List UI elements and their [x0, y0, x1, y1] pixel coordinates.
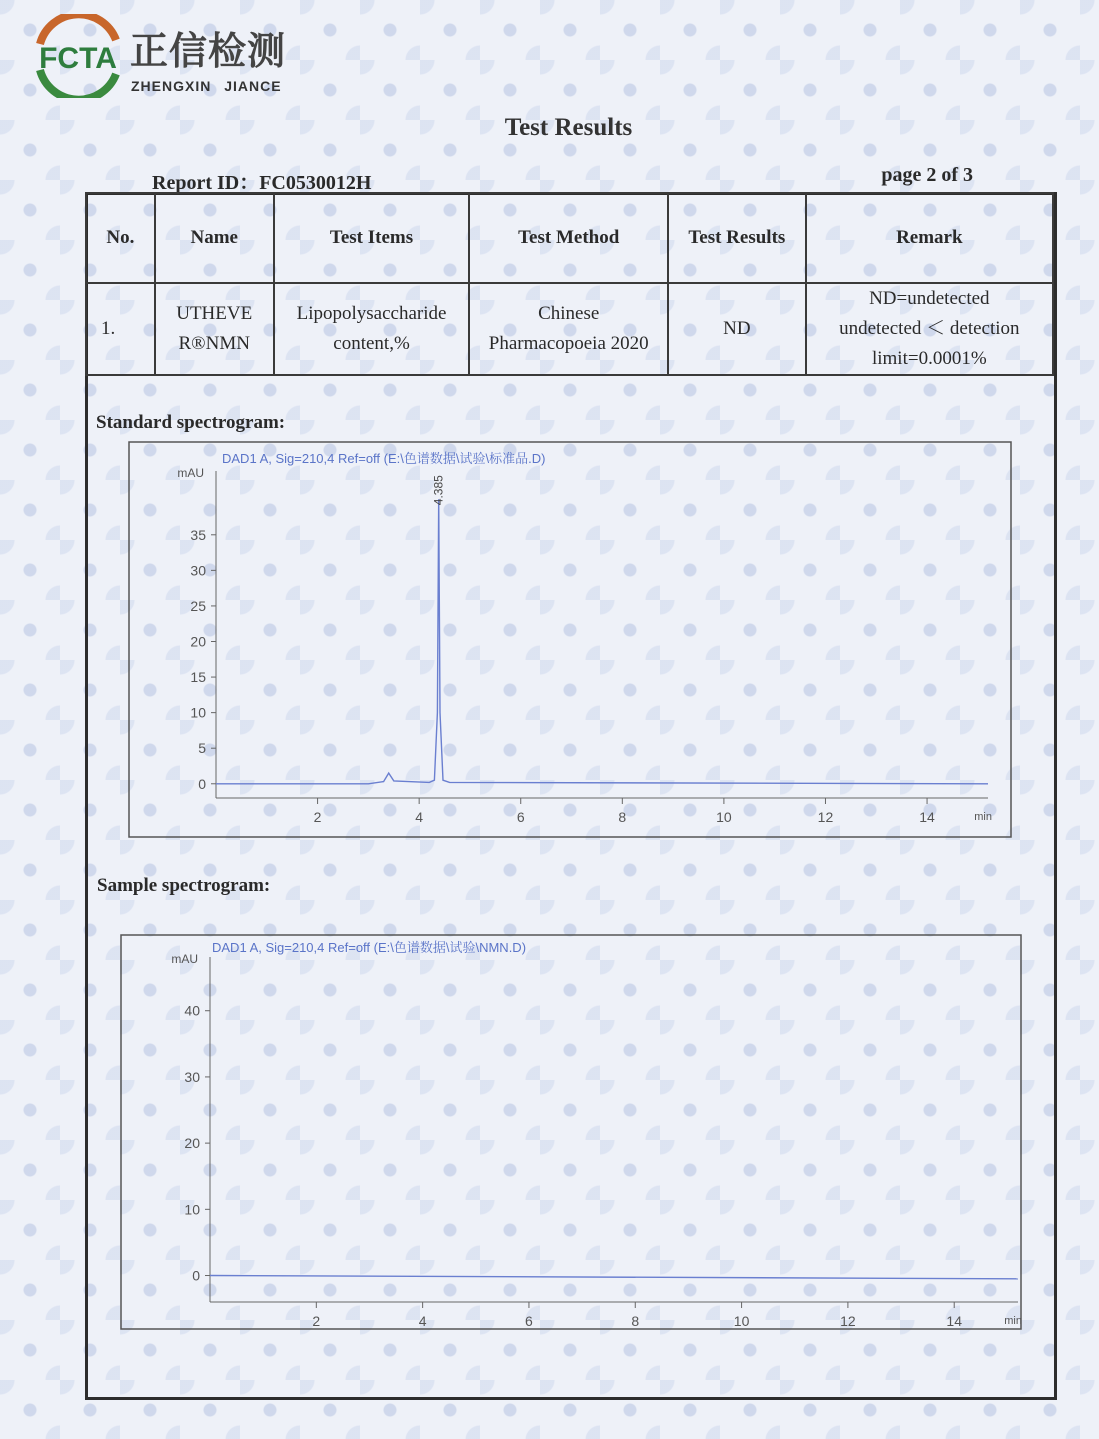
sample-chart-svg — [120, 934, 1022, 1330]
y-tick-label: 30 — [184, 1068, 200, 1085]
series-line-signal — [210, 1276, 1018, 1279]
sample-spectrogram — [120, 934, 1022, 1330]
x-axis-label: min — [1004, 1315, 1022, 1327]
x-tick-label: 6 — [516, 809, 525, 825]
report-id-label: Report ID： — [152, 172, 260, 194]
y-tick-label: 35 — [190, 526, 206, 543]
header-no: No. — [86, 193, 155, 283]
x-tick-label: 10 — [716, 809, 732, 825]
header-test-method: Test Method — [469, 193, 668, 283]
cell-remark-line: limit=0.0001% — [871, 348, 987, 369]
x-tick-label: 14 — [919, 809, 935, 825]
y-axis-label: mAU — [177, 466, 204, 480]
y-tick-label: 10 — [190, 704, 206, 721]
x-tick-label: 10 — [733, 1313, 750, 1329]
cell-test-item-line: Lipopolysaccharide — [296, 303, 447, 324]
cell-name-line: R®NMN — [178, 333, 250, 354]
logo-name-cn: 正信检测 — [130, 29, 287, 73]
table-row — [86, 283, 1053, 375]
cell-test-result: ND — [668, 283, 806, 375]
results-table — [85, 192, 1054, 376]
x-tick-label: 2 — [313, 809, 322, 825]
header-remark: Remark — [806, 193, 1053, 283]
chart-frame — [129, 442, 1011, 837]
standard-spectrogram-label: Standard spectrogram: — [96, 412, 286, 433]
cell-test-method — [469, 283, 668, 375]
y-tick-label: 30 — [190, 562, 206, 579]
y-tick-label: 40 — [184, 1002, 200, 1019]
x-tick-label: 4 — [418, 1313, 427, 1329]
cell-test-method-line: Pharmacopoeia 2020 — [488, 333, 649, 354]
standard-spectrogram — [128, 441, 1012, 838]
x-axis-label: min — [974, 811, 992, 823]
report-id-value: FC0530012H — [259, 172, 372, 194]
header-test-items: Test Items — [274, 193, 470, 283]
cell-remark-line: ND=undetected — [869, 288, 990, 309]
cell-no: 1. — [86, 283, 155, 375]
y-axis-label: mAU — [171, 952, 198, 966]
standard-chart-svg — [128, 441, 1012, 838]
report-id — [152, 166, 371, 195]
cell-name-line: UTHEVE — [176, 303, 253, 324]
x-tick-label: 6 — [525, 1313, 533, 1329]
cell-name — [155, 283, 274, 375]
logo-acronym: FCTA — [39, 42, 117, 75]
y-tick-label: 0 — [198, 775, 206, 792]
x-tick-label: 8 — [618, 809, 627, 825]
cell-test-item — [274, 283, 470, 375]
cell-remark-line: undetected ＜ detection — [839, 318, 1020, 339]
y-tick-label: 10 — [184, 1201, 200, 1218]
x-tick-label: 2 — [312, 1313, 321, 1329]
peak-label: 4.385 — [431, 475, 446, 506]
y-tick-label: 20 — [190, 633, 206, 650]
series-line-signal — [216, 499, 988, 784]
header-name: Name — [155, 193, 274, 283]
fcta-logo-icon — [30, 14, 126, 98]
company-logo — [30, 14, 310, 98]
y-tick-label: 15 — [190, 669, 206, 686]
table-header-row — [86, 193, 1053, 283]
cell-remark — [806, 283, 1053, 375]
logo-name-en: ZHENGXIN JIANCE — [131, 78, 282, 94]
header-test-results: Test Results — [668, 193, 806, 283]
page-number: page 2 of 3 — [881, 164, 973, 186]
y-tick-label: 0 — [192, 1267, 200, 1284]
sample-spectrogram-label: Sample spectrogram: — [97, 875, 271, 896]
chart-title: DAD1 A, Sig=210,4 Ref=off (E:\色谱数据\试验\NMN.D) — [212, 940, 527, 955]
y-tick-label: 5 — [198, 740, 206, 757]
x-tick-label: 12 — [817, 809, 834, 825]
cell-test-item-line: content,% — [333, 333, 410, 354]
y-tick-label: 20 — [184, 1135, 200, 1152]
x-tick-label: 8 — [631, 1313, 640, 1329]
x-tick-label: 12 — [840, 1313, 856, 1329]
x-tick-label: 14 — [946, 1313, 962, 1329]
y-tick-label: 25 — [190, 597, 206, 614]
page-title: Test Results — [504, 114, 633, 141]
x-tick-label: 4 — [415, 809, 424, 825]
chart-title: DAD1 A, Sig=210,4 Ref=off (E:\色谱数据\试验\标准品.D) — [222, 451, 546, 466]
cell-test-method-line: Chinese — [538, 303, 600, 324]
chart-frame — [121, 935, 1021, 1329]
